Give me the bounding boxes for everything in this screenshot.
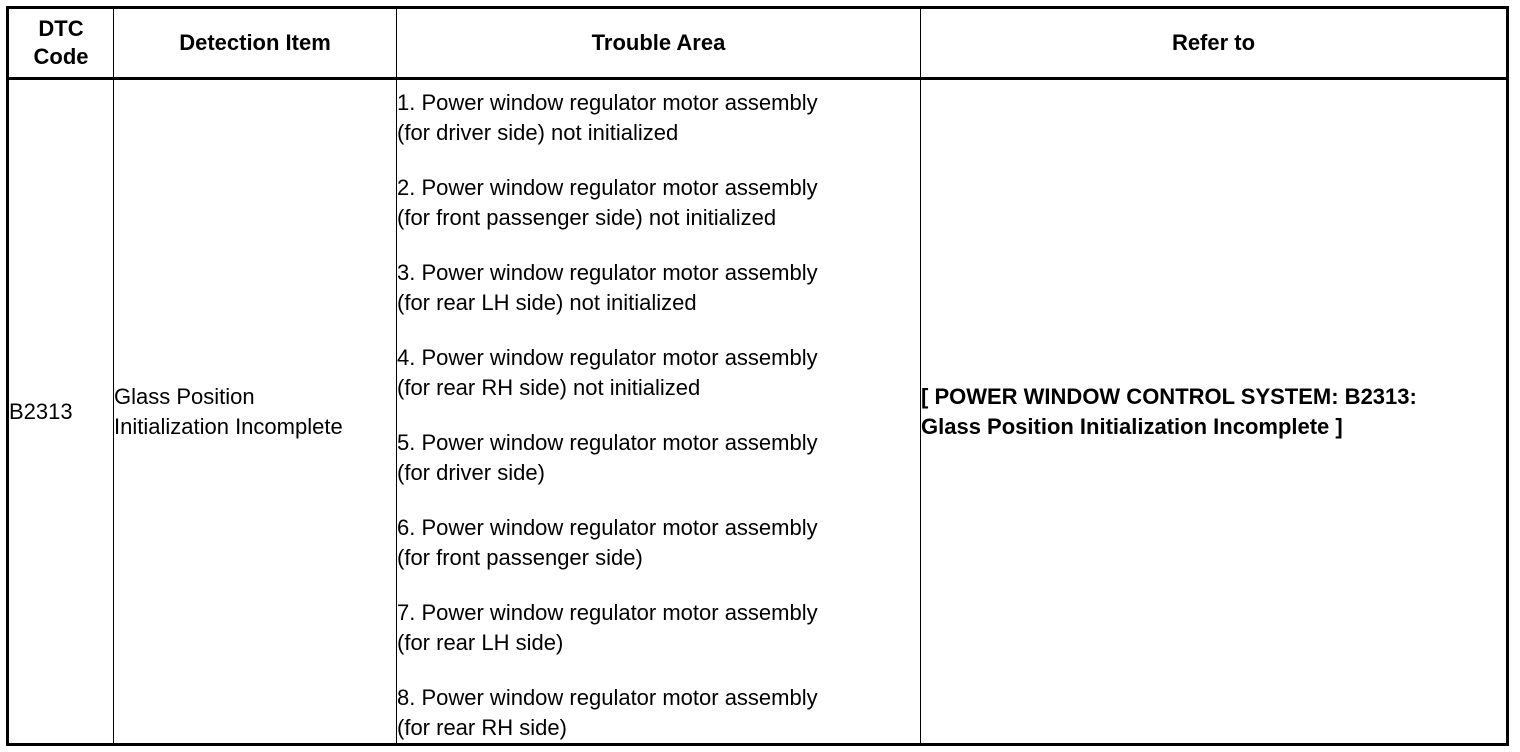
header-trouble-area: Trouble Area: [397, 8, 921, 79]
detection-item-line2: Initialization Incomplete: [114, 413, 343, 439]
header-dtc-code: [8, 8, 114, 79]
trouble-area-line2: (for driver side): [397, 460, 545, 485]
trouble-area-line1: 5. Power window regulator motor assembly: [397, 430, 818, 455]
list-item: [397, 598, 920, 658]
trouble-area-list: [397, 80, 920, 743]
trouble-area-line2: (for front passenger side) not initialized: [397, 205, 777, 230]
trouble-area-line1: 3. Power window regulator motor assembly: [397, 260, 818, 285]
refer-to-link-line2[interactable]: Glass Position Initialization Incomplete ]: [921, 413, 1343, 439]
table-row: [8, 79, 1508, 745]
trouble-area-line1: 7. Power window regulator motor assembly: [397, 600, 818, 625]
trouble-area-line2: (for front passenger side): [397, 545, 643, 570]
header-row: [8, 8, 1508, 79]
list-item: [397, 173, 920, 233]
dtc-code-cell: B2313: [8, 79, 114, 745]
trouble-area-line2: (for rear LH side): [397, 630, 564, 655]
header-dtc-code-line2: Code: [33, 44, 89, 69]
trouble-area-line2: (for rear RH side) not initialized: [397, 375, 701, 400]
header-refer-to: Refer to: [921, 8, 1508, 79]
detection-item-line1: Glass Position: [114, 383, 255, 409]
refer-to-cell[interactable]: [921, 79, 1508, 745]
trouble-area-line1: 1. Power window regulator motor assembly: [397, 90, 818, 115]
list-item: [397, 343, 920, 403]
list-item: [397, 88, 920, 148]
list-item: [397, 513, 920, 573]
list-item: [397, 428, 920, 488]
header-detection-item: Detection Item: [114, 8, 397, 79]
trouble-area-line1: 8. Power window regulator motor assembly: [397, 685, 818, 710]
trouble-area-line1: 6. Power window regulator motor assembly: [397, 515, 818, 540]
refer-to-link-line1[interactable]: [ POWER WINDOW CONTROL SYSTEM: B2313:: [921, 383, 1417, 409]
dtc-table: [6, 6, 1509, 746]
trouble-area-line2: (for rear RH side): [397, 715, 567, 740]
trouble-area-cell: [397, 79, 921, 745]
list-item: [397, 683, 920, 743]
trouble-area-line2: (for driver side) not initialized: [397, 120, 679, 145]
trouble-area-line1: 2. Power window regulator motor assembly: [397, 175, 818, 200]
list-item: [397, 258, 920, 318]
trouble-area-line1: 4. Power window regulator motor assembly: [397, 345, 818, 370]
header-dtc-code-line1: DTC: [38, 16, 84, 41]
trouble-area-line2: (for rear LH side) not initialized: [397, 290, 697, 315]
detection-item-cell: [114, 79, 397, 745]
